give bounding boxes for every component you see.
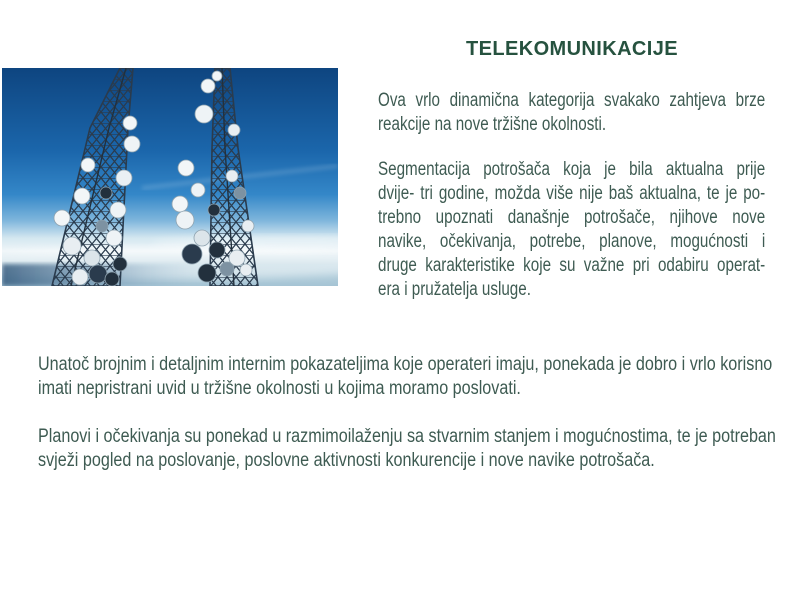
text-line: reakcije na nove tržišne okolnosti. (378, 114, 607, 135)
paragraph-segmentation (378, 158, 765, 302)
spacer (378, 137, 765, 158)
text-line: Unatoč brojnim i detaljnim internim pokazateljima koje operateri imaju, ponekada je dobro i vrlo korisno (38, 354, 773, 375)
right-text-column (378, 89, 765, 302)
text-line: Ova vrlo dinamična kategorija svakako zahtjeva brze (378, 90, 766, 111)
text-line: dvije- tri godine, možda više nije baš aktualna, te je po- (378, 183, 766, 204)
text-line: era i pružatelja usluge. (378, 279, 531, 300)
text-line: trebno upoznati današnje potrošače, njihove nove (378, 207, 766, 228)
text-line: Planovi i očekivanja su ponekad u razmimoilaženju sa stvarnim stanjem i mogućnostima, te je potreban (38, 426, 776, 447)
page-title: TELEKOMUNIKACIJE (466, 38, 678, 60)
telecom-towers-image (2, 68, 338, 286)
text-line: navike, očekivanja, potrebe, planove, mogućnosti i (378, 231, 766, 252)
text-line: svježi pogled na poslovanje, poslovne aktivnosti konkurencije i nove navike potrošača. (38, 450, 655, 471)
paragraph-plans-expectations (38, 425, 776, 473)
text-line: Segmentacija potrošača koja je bila aktualna prije (378, 159, 766, 180)
text-line: druge karakteristike koje su važne pri odabiru operat- (378, 255, 766, 276)
spacer (38, 401, 766, 425)
paragraph-intro (378, 89, 765, 137)
paragraph-internal-indicators (38, 353, 773, 401)
bottom-text-section (38, 353, 776, 473)
text-line: imati nepristrani uvid u tržišne okolnosti u kojima moramo poslovati. (38, 378, 521, 399)
